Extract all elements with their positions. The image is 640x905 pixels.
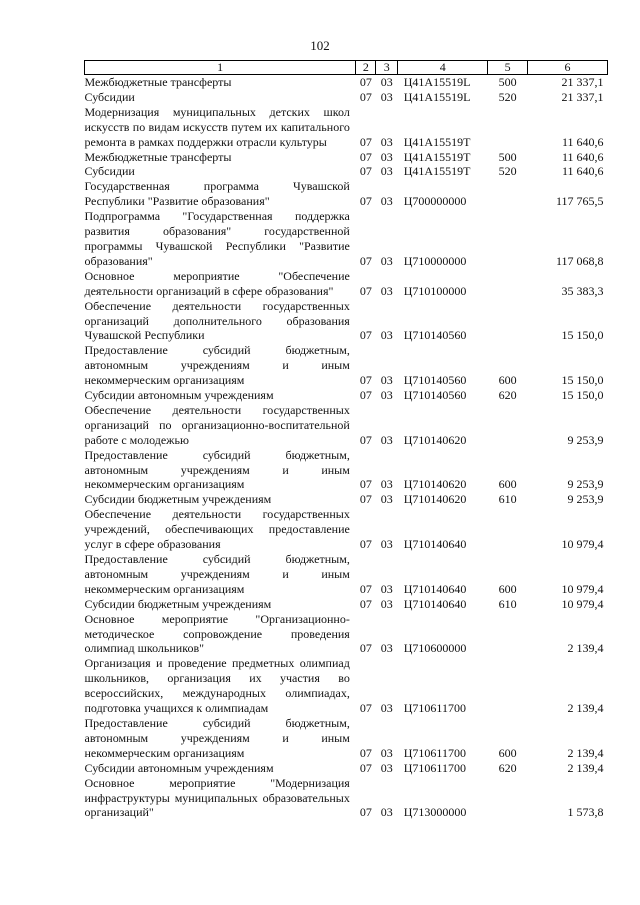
- page-number: 102: [310, 38, 330, 53]
- table-row: [85, 150, 608, 165]
- header-col-6: 6: [528, 61, 608, 75]
- row-section: 07: [359, 134, 372, 149]
- table-row: [85, 164, 608, 179]
- row-expense-type: 520: [498, 89, 517, 104]
- row-target-code: Ц710140620: [403, 492, 467, 507]
- row-section: 07: [359, 75, 372, 89]
- row-expense-type: [488, 403, 528, 448]
- row-expense-type: [488, 179, 528, 209]
- row-target-code: Ц41A15519Т: [403, 134, 471, 149]
- row-subsection: 03: [380, 477, 393, 492]
- row-name: Обеспечение деятельности государственных учреждений, обеспечивающих предоставление услуг в сфере образования: [84, 507, 350, 552]
- row-section: 07: [359, 537, 372, 552]
- row-name: Подпрограмма "Государственная поддержка развития образования" государственной программы Чувашской Республики "Развитие образования": [84, 209, 350, 268]
- row-amount: 9 253,9: [567, 432, 604, 447]
- row-section: 07: [359, 149, 372, 164]
- row-subsection: 03: [380, 75, 393, 89]
- row-subsection: 03: [380, 253, 393, 268]
- row-name: Модернизация муниципальных детских школ искусств по видам искусств путем их капитального ремонта в рамках поддержки отрасли культуры: [84, 104, 350, 149]
- row-amount: 2 139,4: [567, 701, 604, 716]
- row-expense-type: 600: [498, 581, 517, 596]
- row-amount: 15 150,0: [561, 328, 604, 343]
- row-target-code: Ц710140560: [403, 328, 467, 343]
- row-amount: 15 150,0: [561, 388, 604, 403]
- row-subsection: 03: [380, 492, 393, 507]
- row-expense-type: [488, 299, 528, 344]
- row-section: 07: [359, 596, 372, 611]
- row-amount: 10 979,4: [561, 596, 604, 611]
- row-target-code: Ц713000000: [403, 805, 467, 820]
- header-col-2: 2: [356, 61, 376, 75]
- table-row: [85, 761, 608, 776]
- row-target-code: Ц710611700: [403, 701, 466, 716]
- row-expense-type: [488, 209, 528, 269]
- row-target-code: Ц710140560: [403, 373, 467, 388]
- table-row: [85, 656, 608, 716]
- row-subsection: 03: [380, 149, 393, 164]
- row-amount: 2 139,4: [567, 641, 604, 656]
- table-row: [85, 299, 608, 344]
- row-expense-type: 600: [498, 477, 517, 492]
- row-section: 07: [359, 745, 372, 760]
- header-col-4: 4: [398, 61, 488, 75]
- table-header-row: [85, 61, 608, 75]
- row-expense-type: 620: [498, 760, 517, 775]
- row-name: Межбюджетные трансферты: [84, 75, 232, 89]
- row-amount: 11 640,6: [561, 134, 604, 149]
- row-amount: 35 383,3: [561, 283, 604, 298]
- row-subsection: 03: [380, 432, 393, 447]
- table-row: [85, 90, 608, 105]
- row-target-code: Ц41A15519Т: [403, 164, 471, 179]
- row-target-code: Ц710140620: [403, 432, 467, 447]
- row-amount: 10 979,4: [561, 581, 604, 596]
- row-subsection: 03: [380, 134, 393, 149]
- row-amount: 21 337,1: [561, 75, 604, 89]
- row-name: Субсидии: [84, 89, 135, 104]
- row-name: Предоставление субсидий бюджетным, автономным учреждениям и иным некоммерческим организациям: [84, 343, 350, 388]
- table-row: [85, 597, 608, 612]
- row-expense-type: 520: [498, 164, 517, 179]
- table-row: [85, 388, 608, 403]
- row-subsection: 03: [380, 283, 393, 298]
- table-row: [85, 105, 608, 150]
- row-name: Основное мероприятие "Модернизация инфраструктуры муниципальных образовательных организаций": [84, 775, 350, 820]
- row-name: Государственная программа Чувашской Республики "Развитие образования": [84, 179, 350, 209]
- row-section: 07: [359, 581, 372, 596]
- row-expense-type: 500: [498, 149, 517, 164]
- row-section: 07: [359, 253, 372, 268]
- row-subsection: 03: [380, 596, 393, 611]
- row-section: 07: [359, 194, 372, 209]
- row-name: Предоставление субсидий бюджетным, автономным учреждениям и иным некоммерческим организациям: [84, 715, 350, 760]
- row-expense-type: [488, 105, 528, 150]
- row-target-code: Ц710600000: [403, 641, 467, 656]
- row-name: Предоставление субсидий бюджетным, автономным учреждениям и иным некоммерческим организациям: [84, 447, 350, 492]
- row-amount: 9 253,9: [567, 492, 604, 507]
- row-target-code: Ц710140620: [403, 477, 467, 492]
- row-expense-type: 620: [498, 388, 517, 403]
- table-row: [85, 403, 608, 448]
- row-expense-type: 500: [498, 75, 517, 89]
- row-expense-type: 610: [498, 492, 517, 507]
- row-name: Организация и проведение предметных олимпиад школьников, организация их участия во всероссийских, международных олимпиадах, подготовка учащихся к олимпиадам: [84, 656, 350, 716]
- row-section: 07: [359, 164, 372, 179]
- row-expense-type: [488, 507, 528, 552]
- row-amount: 21 337,1: [561, 89, 604, 104]
- table-row: [85, 552, 608, 597]
- row-subsection: 03: [380, 328, 393, 343]
- row-amount: 1 573,8: [567, 805, 604, 820]
- row-target-code: Ц710140640: [403, 537, 467, 552]
- row-section: 07: [359, 432, 372, 447]
- row-amount: 9 253,9: [567, 477, 604, 492]
- row-subsection: 03: [380, 537, 393, 552]
- row-name: Межбюджетные трансферты: [84, 149, 232, 164]
- row-section: 07: [359, 89, 372, 104]
- budget-table: [84, 60, 608, 820]
- row-target-code: Ц710140640: [403, 596, 467, 611]
- row-section: 07: [359, 760, 372, 775]
- row-name: Субсидии автономным учреждениям: [84, 760, 274, 775]
- row-target-code: Ц710140640: [403, 581, 467, 596]
- row-name: Основное мероприятие "Организационно-методическое сопровождение проведения олимпиад школьников": [84, 611, 350, 656]
- row-subsection: 03: [380, 805, 393, 820]
- row-name: Предоставление субсидий бюджетным, автономным учреждениям и иным некоммерческим организациям: [84, 552, 350, 596]
- row-subsection: 03: [380, 164, 393, 179]
- table-row: [85, 776, 608, 821]
- row-section: 07: [359, 701, 372, 716]
- row-subsection: 03: [380, 373, 393, 388]
- row-section: 07: [359, 805, 372, 820]
- row-amount: 2 139,4: [567, 745, 604, 760]
- row-name: Субсидии: [84, 164, 135, 179]
- row-subsection: 03: [380, 388, 393, 403]
- row-expense-type: [488, 269, 528, 299]
- row-target-code: Ц710611700: [403, 760, 466, 775]
- header-col-3: 3: [376, 61, 398, 75]
- row-expense-type: [488, 776, 528, 821]
- row-name: Основное мероприятие "Обеспечение деятельности организаций в сфере образования": [84, 268, 350, 298]
- table-row: [85, 269, 608, 299]
- row-name: Субсидии бюджетным учреждениям: [84, 492, 272, 507]
- row-amount: 117 765,5: [555, 194, 604, 209]
- row-amount: 117 068,8: [555, 253, 604, 268]
- row-section: 07: [359, 641, 372, 656]
- header-col-1: 1: [85, 61, 356, 75]
- table-row: [85, 612, 608, 657]
- header-col-5: 5: [488, 61, 528, 75]
- row-expense-type: [488, 656, 528, 716]
- table-row: [85, 492, 608, 507]
- row-subsection: 03: [380, 641, 393, 656]
- row-section: 07: [359, 388, 372, 403]
- row-amount: 10 979,4: [561, 537, 604, 552]
- row-subsection: 03: [380, 194, 393, 209]
- row-target-code: Ц710611700: [403, 745, 466, 760]
- table-row: [85, 716, 608, 761]
- row-expense-type: 600: [498, 373, 517, 388]
- table-body: [85, 75, 608, 821]
- row-target-code: Ц710140560: [403, 388, 467, 403]
- row-target-code: Ц710100000: [403, 283, 467, 298]
- row-name: Субсидии автономным учреждениям: [84, 388, 274, 403]
- row-section: 07: [359, 283, 372, 298]
- row-target-code: Ц41A15519Т: [403, 149, 471, 164]
- row-expense-type: 610: [498, 596, 517, 611]
- row-subsection: 03: [380, 745, 393, 760]
- table-row: [85, 179, 608, 209]
- row-subsection: 03: [380, 760, 393, 775]
- table-row: [85, 209, 608, 269]
- row-name: Субсидии бюджетным учреждениям: [84, 596, 272, 611]
- row-target-code: Ц41A15519L: [403, 75, 471, 89]
- table-row: [85, 75, 608, 90]
- table-row: [85, 507, 608, 552]
- row-amount: 11 640,6: [561, 164, 604, 179]
- row-name: Обеспечение деятельности государственных организаций по организационно-воспитательной работе с молодежью: [84, 402, 350, 447]
- row-subsection: 03: [380, 701, 393, 716]
- row-section: 07: [359, 373, 372, 388]
- row-section: 07: [359, 328, 372, 343]
- row-amount: 2 139,4: [567, 760, 604, 775]
- row-target-code: Ц710000000: [403, 253, 467, 268]
- table-row: [85, 343, 608, 388]
- row-target-code: Ц700000000: [403, 194, 467, 209]
- row-amount: 15 150,0: [561, 373, 604, 388]
- row-target-code: Ц41A15519L: [403, 89, 471, 104]
- row-section: 07: [359, 477, 372, 492]
- row-subsection: 03: [380, 89, 393, 104]
- row-amount: 11 640,6: [561, 149, 604, 164]
- row-section: 07: [359, 492, 372, 507]
- row-subsection: 03: [380, 581, 393, 596]
- row-expense-type: 600: [498, 745, 517, 760]
- table-row: [85, 448, 608, 493]
- row-expense-type: [488, 612, 528, 657]
- row-name: Обеспечение деятельности государственных организаций дополнительного образования Чувашской Республики: [84, 298, 350, 343]
